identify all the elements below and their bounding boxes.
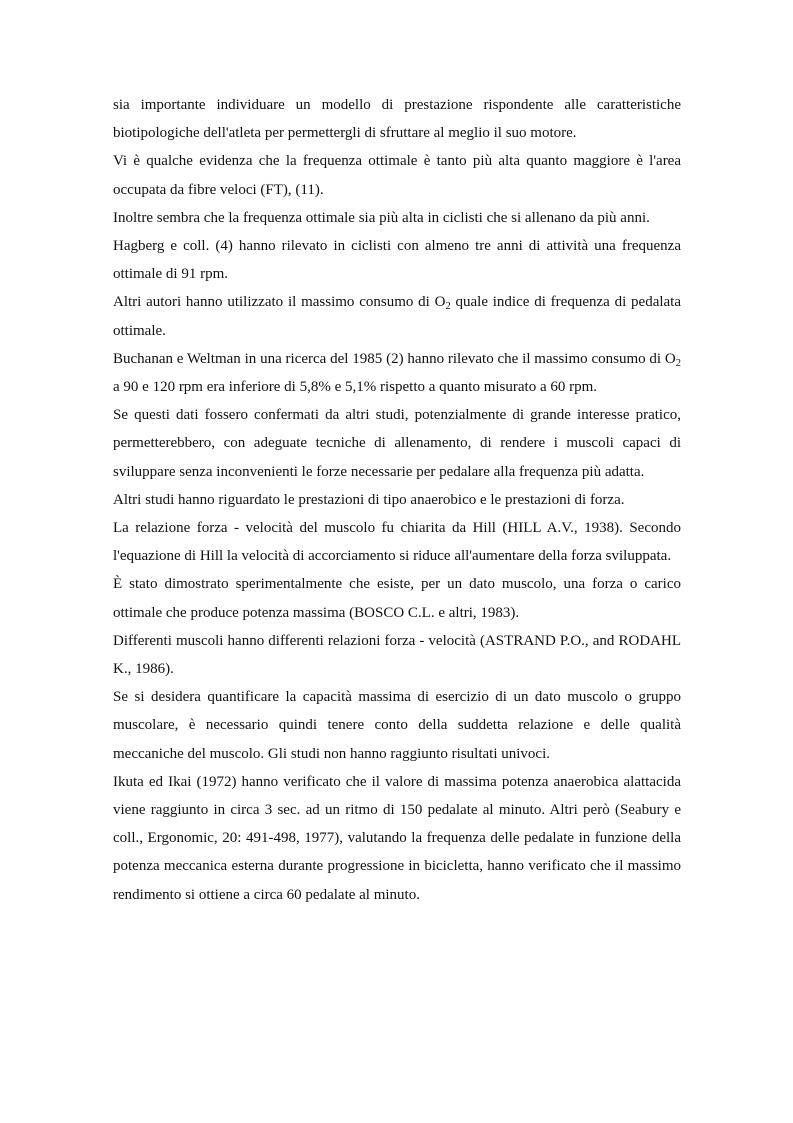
paragraph-10: È stato dimostrato sperimentalmente che esiste, per un dato muscolo, una forza o carico ottimale che produce potenza massima (BOSCO C.L. e altri, 1983). [113,576,681,621]
paragraph-5-text-end: quale indice di frequenza di pedalata ottimale. [113,294,681,339]
paragraph-6 [113,345,681,401]
paragraph-4: Hagberg e coll. (4) hanno rilevato in ciclisti con almeno tre anni di attività una frequenza ottimale di 91 rpm. [113,238,681,283]
paragraph-2: Vi è qualche evidenza che la frequenza ottimale è tanto più alta quanto maggiore è l'area occupata da fibre veloci (FT), (11). [113,153,681,198]
subscript-2: 2 [445,301,451,313]
paragraph-6-text-start: Buchanan e Weltman in una ricerca del 1985 (2) hanno rilevato che il massimo consumo di O [113,350,676,367]
paragraph-5-text-start: Altri autori hanno utilizzato il massimo consumo di O [113,294,446,311]
paragraph-6-text-end: a 90 e 120 rpm era inferiore di 5,8% e 5,1% rispetto a quanto misurato a 60 rpm. [113,379,598,396]
paragraph-1: sia importante individuare un modello di prestazione rispondente alle caratteristiche biotipologiche dell'atleta per permettergli di sfruttare al meglio il suo motore. [113,97,681,142]
paragraph-7: Se questi dati fossero confermati da altri studi, potenzialmente di grande interesse pratico, permetterebbero, con adeguate tecniche di allenamento, di rendere i muscoli capaci di sviluppare senza inconvenienti le forze necessarie per pedalare alla frequenza più adatta. [113,407,681,480]
paragraph-3: Inoltre sembra che la frequenza ottimale sia più alta in ciclisti che si allenano da più anni. [113,209,650,226]
paragraph-13: Ikuta ed Ikai (1972) hanno verificato che il valore di massima potenza anaerobica alattacida viene raggiunto in circa 3 sec. ad un ritmo di 150 pedalate al minuto. Altri però (Seabury e coll., Ergonomic, 20: 491-498, 1977), valutando la frequenza delle pedalate in funzione della potenza meccanica esterna durante progressione in bicicletta, hanno verificato che il massimo rendimento si ottiene a circa 60 pedalate al minuto. [113,773,681,903]
paragraph-11: Differenti muscoli hanno differenti relazioni forza - velocità (ASTRAND P.O., and RODAHL K., 1986). [113,632,681,678]
paragraph-9: La relazione forza - velocità del muscolo fu chiarita da Hill (HILL A.V., 1938). Secondo l'equazione di Hill la velocità di accorciamento si riduce all'aumentare della forza sviluppata. [113,520,681,565]
subscript-2: 2 [675,357,681,369]
document-page [113,91,681,909]
paragraph-12: Se si desidera quantificare la capacità massima di esercizio di un dato muscolo o gruppo muscolare, è necessario quindi tenere conto della suddetta relazione e delle qualità meccaniche del muscolo. Gli studi non hanno raggiunto risultati univoci. [113,689,681,762]
paragraph-5 [113,288,681,344]
paragraph-8: Altri studi hanno riguardato le prestazioni di tipo anaerobico e le prestazioni di forza. [113,491,625,508]
